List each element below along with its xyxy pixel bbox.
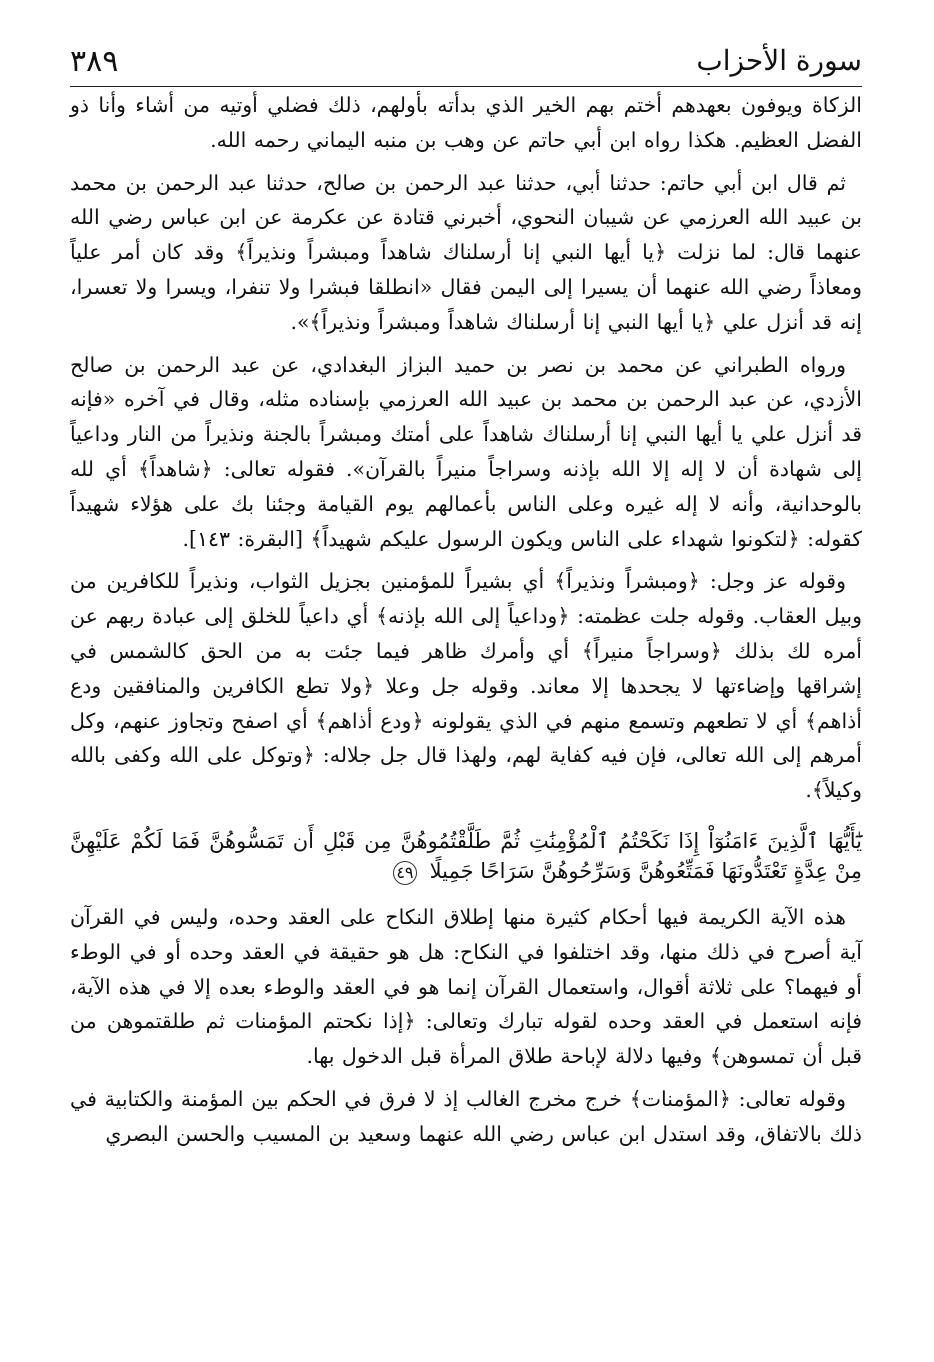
paragraph-1: الزكاة ويوفون بعهدهم أختم بهم الخير الذي بدأته بأولهم، ذلك فضلي أوتيه من أشاء وأنا ذو الفضل العظيم. هكذا رواه ابن أبي حاتم عن وهب بن منبه اليماني رحمه الله. [70,93,862,152]
page-header [70,42,862,87]
paragraph-2: ثم قال ابن أبي حاتم: حدثنا أبي، حدثنا عبد الرحمن بن صالح، حدثنا عبد الرحمن بن محمد بن عبيد الله العرزمي عن شيبان النحوي، أخبرني قتادة عن عكرمة عن ابن عباس رضي الله عنهما قال: لما نزلت ﴿يا أيها النبي إنا أرسلناك شاهداً ومبشراً ونذيراً﴾ وقد كان أمر علياً ومعاذاً رضي الله عنهما أن يسيرا إلى اليمن فقال «انطلقا فبشرا ولا تنفرا، ويسرا ولا تعسرا، إنه قد أنزل علي ﴿يا أيها النبي إنا أرسلناك شاهداً ومبشراً ونذيراً﴾». [70,170,862,334]
verse-text: يَٰٓأَيُّهَا ٱلَّذِينَ ءَامَنُوٓاْ إِذَا نَكَحْتُمُ ٱلْمُؤْمِنَٰتِ ثُمَّ طَلَّقْتُمُوهُنَّ مِن قَبْلِ أَن تَمَسُّوهُنَّ فَمَا لَكُمْ عَلَيْهِنَّ مِنْ عِدَّةٍ تَعْتَدُّونَهَا فَمَتِّعُوهُنَّ وَسَرِّحُوهُنَّ سَرَاحًا جَمِيلًا [70,828,862,883]
page-body [70,88,862,1152]
verse-number: ٤٩ [393,861,417,885]
page-number: ٣٨٩ [70,44,119,79]
paragraph-6: وقوله تعالى: ﴿المؤمنات﴾ خرج مخرج الغالب إذ لا فرق في الحكم بين المؤمنة والكتابية في ذلك بالاتفاق، وقد استدل ابن عباس رضي الله عنهما وسعيد بن المسيب والحسن البصري [70,1086,862,1146]
paragraph-5: هذه الآية الكريمة فيها أحكام كثيرة منها إطلاق النكاح على العقد وحده، وليس في القرآن آية أصرح في ذلك منها، وقد اختلفوا في النكاح: هل هو حقيقة في العقد وحده أو في الوطء أو فيهما؟ على ثلاثة أقوال، واستعمال القرآن إنما هو في العقد والوطء بعده إلا في هذه الآية، فإنه استعمل في العقد وحده لقوله تبارك وتعالى: ﴿إذا نكحتم المؤمنات ثم طلقتموهن من قبل أن تمسوهن﴾ وفيها دلالة لإباحة طلاق المرأة قبل الدخول بها. [70,904,862,1069]
surah-title: سورة الأحزاب [696,44,862,77]
quran-verse [70,826,862,886]
paragraph-3: ورواه الطبراني عن محمد بن نصر بن حميد البزاز البغدادي، عن عبد الرحمن بن صالح الأزدي، عن عبد الرحمن بن محمد بن عبيد الله العرزمي بإسناده مثله، وقال في آخره «فإنه قد أنزل علي يا أيها النبي إنا أرسلناك شاهداً على أمتك ومبشراً بالجنة ونذيراً من النار وداعياً إلى شهادة أن لا إله إلا الله بإذنه وسراجاً منيراً بالقرآن». فقوله تعالى: ﴿شاهداً﴾ أي لله بالوحدانية، وأنه لا إله غيره وعلى الناس بأعمالهم يوم القيامة وجئنا بك على هؤلاء شهيداً كقوله: ﴿لتكونوا شهداء على الناس ويكون الرسول عليكم شهيداً﴾ [البقرة: ١٤٣]. [70,352,862,551]
paragraph-4: وقوله عز وجل: ﴿ومبشراً ونذيراً﴾ أي بشيراً للمؤمنين بجزيل الثواب، ونذيراً للكافرين من وبيل العقاب. وقوله جلت عظمته: ﴿وداعياً إلى الله بإذنه﴾ أي داعياً للخلق إلى عبادة ربهم عن أمره لك بذلك ﴿وسراجاً منيراً﴾ أي وأمرك ظاهر فيما جئت به من الحق كالشمس في إشراقها وإضاءتها لا يجحدها إلا معاند. وقوله جل وعلا ﴿ولا تطع الكافرين والمنافقين ودع أذاهم﴾ أي لا تطعهم وتسمع منهم في الذي يقولونه ﴿ودع أذاهم﴾ أي اصفح وتجاوز عنهم، وكل أمرهم إلى الله تعالى، فإن فيه كفاية لهم، ولهذا قال جل جلاله: ﴿وتوكل على الله وكفى بالله وكيلاً﴾. [70,569,862,803]
